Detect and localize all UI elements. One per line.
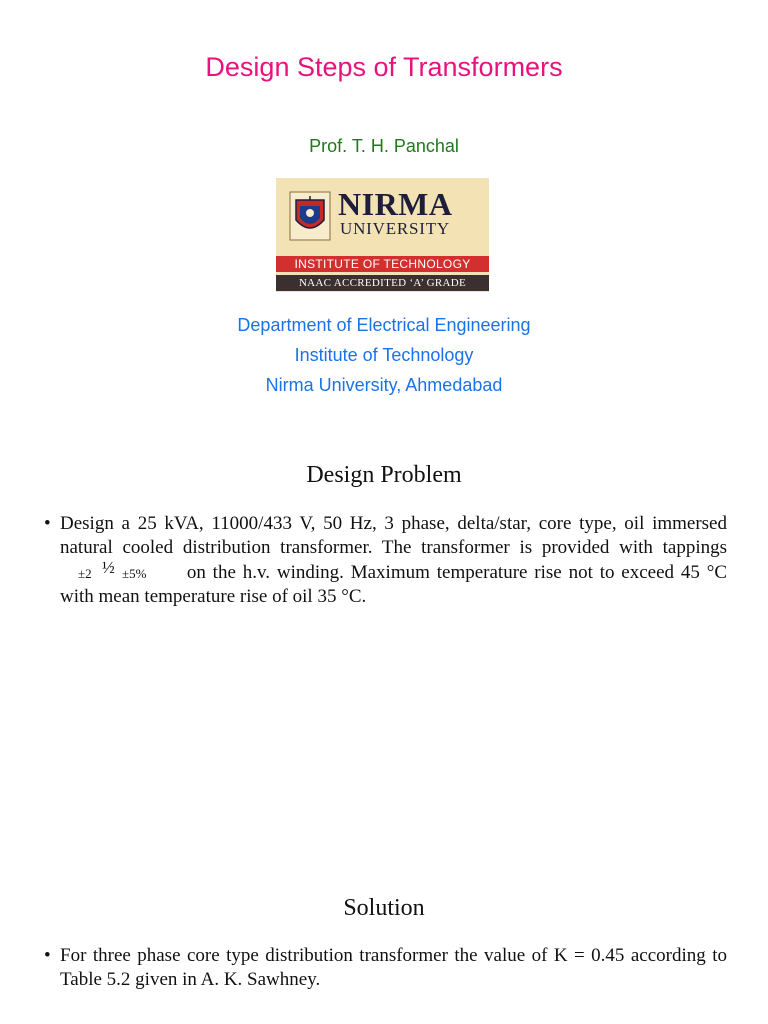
logo-band-institute: INSTITUTE OF TECHNOLOGY	[276, 256, 489, 272]
university-emblem-icon	[288, 190, 332, 242]
tapping-value-a: ±2	[78, 566, 92, 581]
logo-name-line2: UNIVERSITY	[340, 219, 450, 238]
problem-heading: Design Problem	[306, 462, 462, 488]
department-line: Department of Electrical Engineering	[237, 315, 531, 335]
page-title: Design Steps of Transformers	[205, 52, 563, 82]
university-logo	[276, 178, 489, 292]
solution-heading: Solution	[343, 895, 425, 921]
bullet-marker: •	[44, 513, 51, 534]
author-name: Prof. T. H. Panchal	[309, 136, 459, 156]
department-line: Nirma University, Ahmedabad	[265, 375, 503, 395]
solution-text: For three phase core type distribution transformer the value of K = 0.45 according to Table 5.2 given in A. K. Sawhney.	[60, 945, 727, 990]
problem-bullet	[44, 512, 727, 609]
problem-text-part1: Design a 25 kVA, 11000/433 V, 50 Hz, 3 phase, delta/star, core type, oil immersed natural cooled distribution transformer. The transformer is provided with tappings	[60, 513, 727, 558]
problem-text-part2: on the h.v. winding. Maximum temperature rise not to exceed 45 °C with mean temperature rise of oil 35 °C.	[60, 562, 727, 607]
problem-text	[60, 512, 727, 609]
logo-name-line1: NIRMA	[338, 186, 453, 222]
tapping-value-b: ±5%	[122, 566, 147, 581]
tapping-formula	[60, 560, 180, 580]
department-line: Institute of Technology	[294, 345, 474, 365]
bullet-marker: •	[44, 945, 51, 966]
logo-band-accreditation: NAAC ACCREDITED ‘A’ GRADE	[276, 275, 489, 291]
solution-bullet	[44, 944, 727, 992]
department-block	[0, 310, 768, 400]
tapping-fraction: ½	[102, 558, 115, 577]
